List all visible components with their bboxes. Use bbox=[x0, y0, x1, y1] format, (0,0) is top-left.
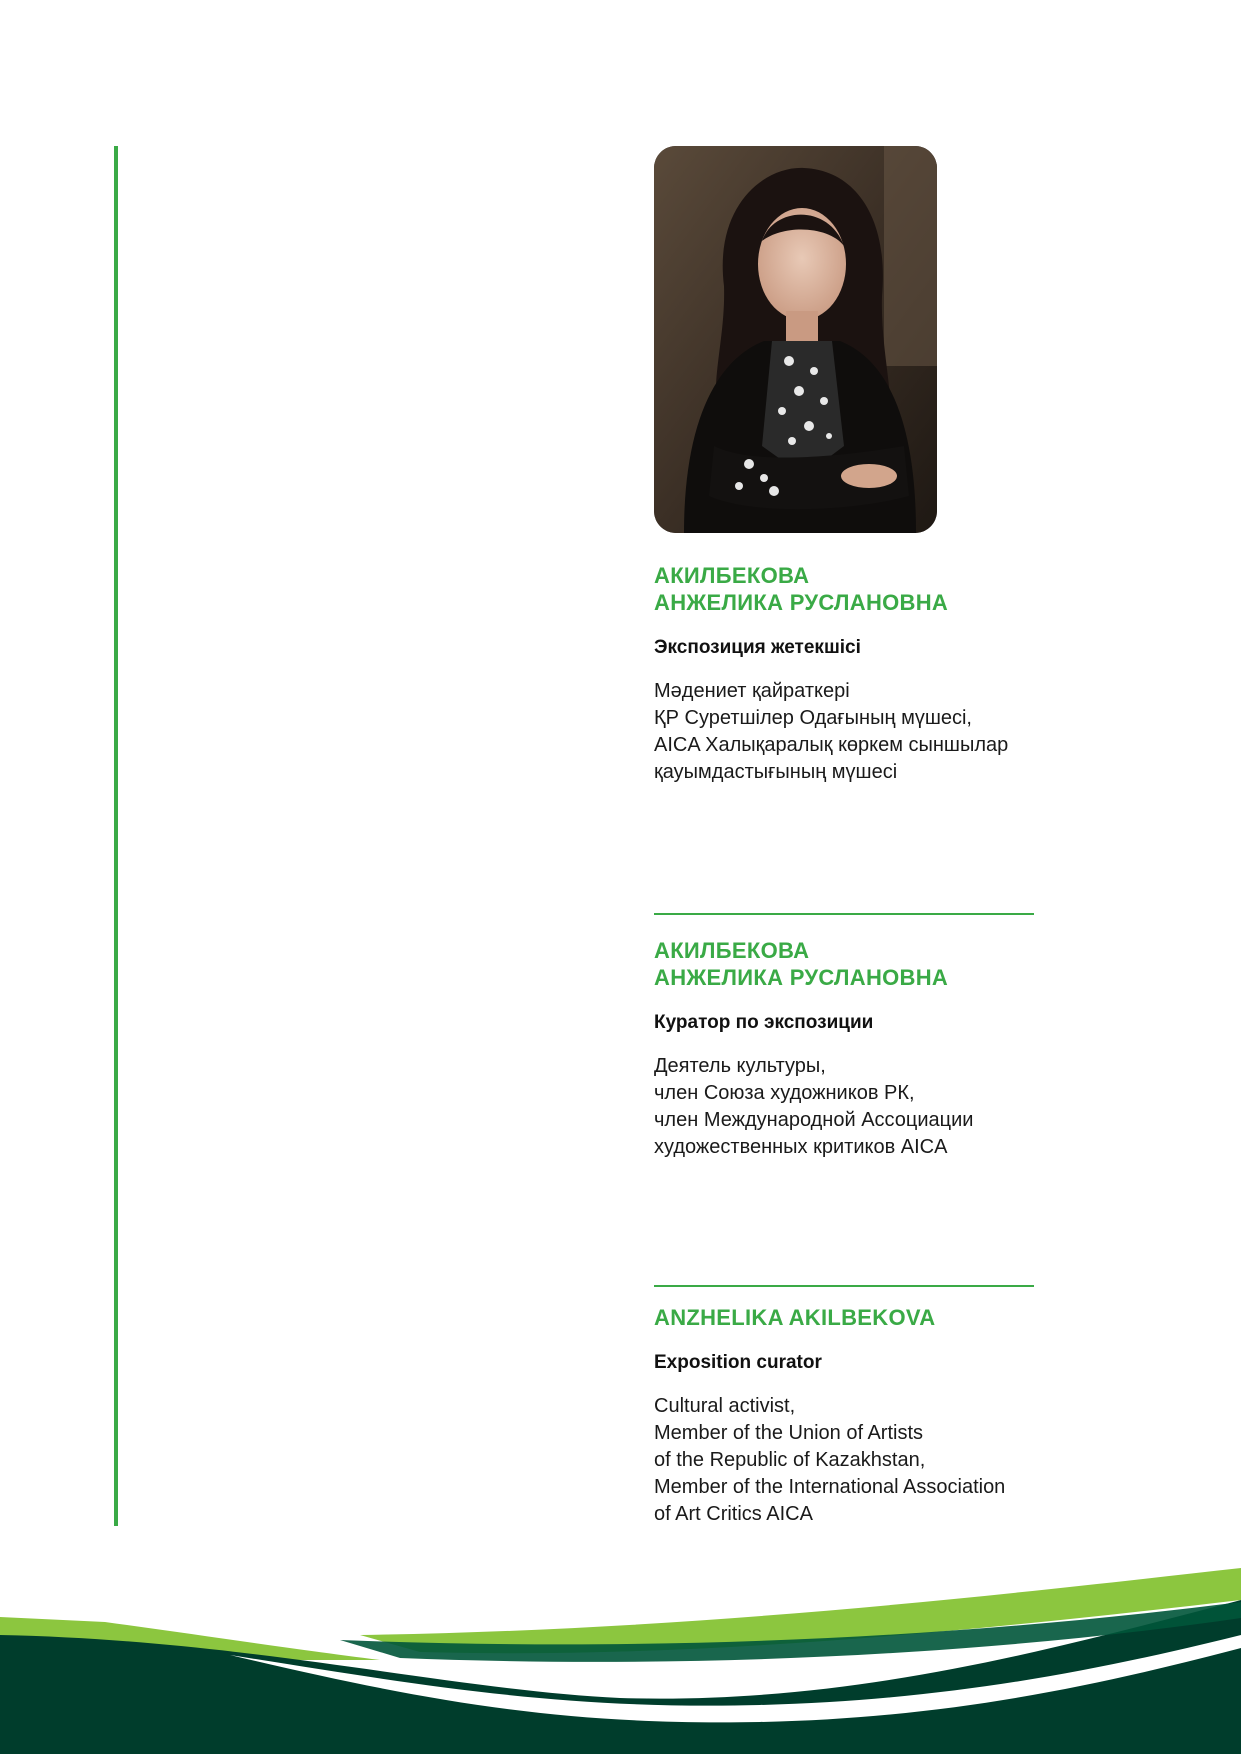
name-line-1: АКИЛБЕКОВА bbox=[654, 563, 810, 588]
footer-wave-decoration bbox=[0, 1540, 1241, 1754]
person-description bbox=[654, 1053, 1034, 1161]
description-line: of the Republic of Kazakhstan, bbox=[654, 1449, 926, 1471]
person-role: Exposition curator bbox=[654, 1352, 822, 1373]
description-line: Cultural activist, bbox=[654, 1395, 796, 1417]
description-line: Member of the Union of Artists bbox=[654, 1422, 924, 1444]
portrait-photo bbox=[654, 146, 937, 533]
name-line-1: ANZHELIKA AKILBEKOVA bbox=[654, 1305, 936, 1330]
person-description bbox=[654, 678, 1034, 786]
name-line-1: АКИЛБЕКОВА bbox=[654, 938, 810, 963]
description-line: член Союза художников РК, bbox=[654, 1082, 915, 1104]
person-role: Экспозиция жетекшісі bbox=[654, 637, 861, 658]
name-line-2: АНЖЕЛИКА РУСЛАНОВНА bbox=[654, 590, 949, 615]
description-line: of Art Critics AICA bbox=[654, 1503, 813, 1525]
description-line: Member of the International Association bbox=[654, 1476, 1006, 1498]
person-name bbox=[654, 1304, 1034, 1331]
portrait-illustration bbox=[654, 146, 937, 533]
bio-section-en bbox=[654, 1304, 1034, 1528]
left-vertical-rule bbox=[114, 146, 118, 1526]
person-role: Куратор по экспозиции bbox=[654, 1012, 874, 1033]
person-name bbox=[654, 937, 1034, 991]
section-divider bbox=[654, 1285, 1034, 1287]
description-line: ҚР Суретшілер Одағының мүшесі, bbox=[654, 707, 972, 729]
description-line: художественных критиков AICA bbox=[654, 1136, 948, 1158]
description-line: член Международной Ассоциации bbox=[654, 1109, 974, 1131]
section-divider bbox=[654, 913, 1034, 915]
description-line: AICA Халықаралық көркем сыншылар bbox=[654, 734, 1009, 756]
bio-section-kz bbox=[654, 562, 1034, 786]
description-line: Мәдениет қайраткері bbox=[654, 680, 850, 702]
bio-section-ru bbox=[654, 937, 1034, 1161]
description-line: қауымдастығының мүшесі bbox=[654, 761, 898, 783]
description-line: Деятель культуры, bbox=[654, 1055, 826, 1077]
name-line-2: АНЖЕЛИКА РУСЛАНОВНА bbox=[654, 965, 949, 990]
person-description bbox=[654, 1393, 1034, 1528]
person-name bbox=[654, 562, 1034, 616]
